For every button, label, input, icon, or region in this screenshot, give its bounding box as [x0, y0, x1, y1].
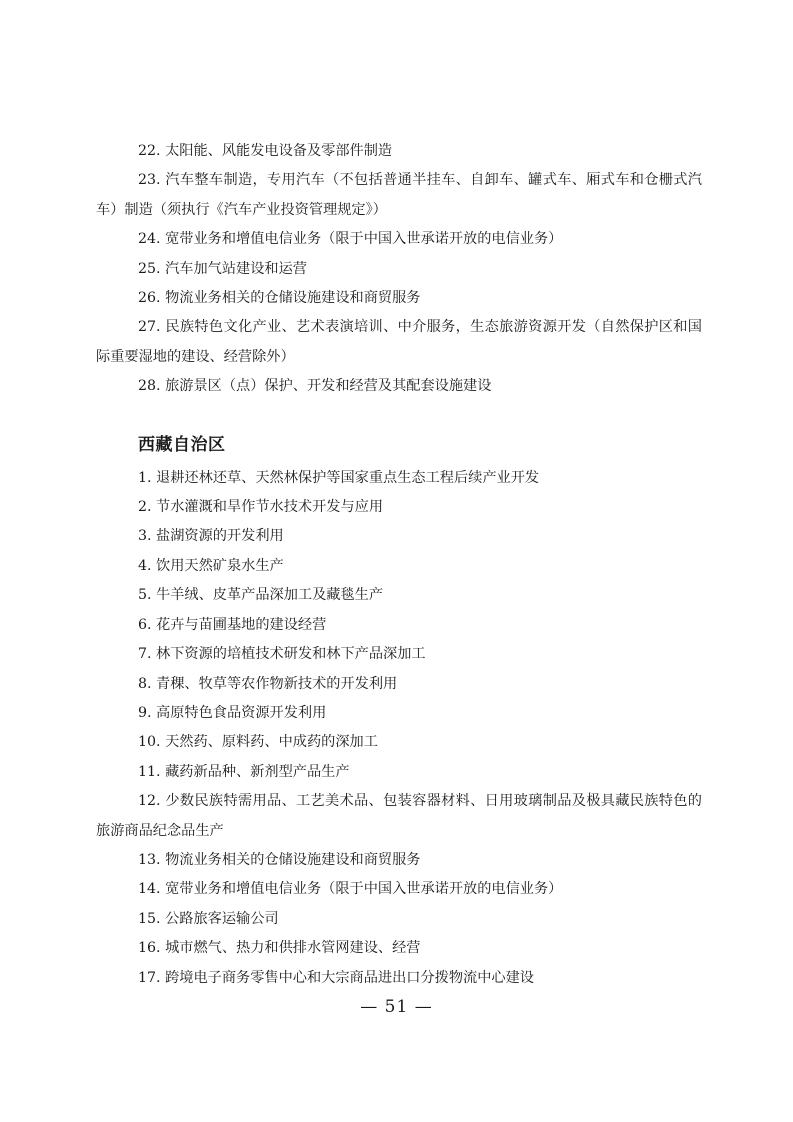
list-item: 6. 花卉与苗圃基地的建设经营 [138, 616, 327, 633]
list-item: 26. 物流业务相关的仓储设施建设和商贸服务 [138, 290, 421, 307]
list-item: 14. 宽带业务和增值电信业务（限于中国入世承诺开放的电信业务） [138, 881, 563, 898]
list-item: 4. 饮用天然矿泉水生产 [138, 557, 284, 574]
list-item: 12. 少数民族特需用品、工艺美术品、包装容器材料、日用玻璃制品及极具藏民族特色的旅游商品纪念品生产 [96, 793, 702, 839]
list-item: 25. 汽车加气站建设和运营 [138, 260, 307, 277]
list-item: 9. 高原特色食品资源开发利用 [138, 704, 327, 721]
section-heading: 西藏自治区 [138, 434, 226, 455]
list-item: 22. 太阳能、风能发电设备及零部件制造 [138, 143, 393, 159]
list-item: 8. 青稞、牧草等农作物新技术的开发利用 [138, 675, 398, 692]
list-item: 16. 城市燃气、热力和供排水管网建设、经营 [138, 940, 421, 957]
continued-list [96, 137, 702, 402]
list-item: 13. 物流业务相关的仓储设施建设和商贸服务 [138, 851, 421, 868]
tibet-list [96, 464, 702, 993]
list-item: 11. 藏药新品种、新剂型产品生产 [138, 763, 350, 780]
list-item: 28. 旅游景区（点）保护、开发和经营及其配套设施建设 [138, 378, 492, 395]
list-item: 3. 盐湖资源的开发利用 [138, 528, 284, 545]
list-item: 10. 天然药、原料药、中成药的深加工 [138, 734, 378, 751]
list-item: 23. 汽车整车制造，专用汽车（不包括普通半挂车、自卸车、罐式车、厢式车和仓栅式汽车）制造（须执行《汽车产业投资管理规定》） [96, 172, 702, 218]
page-content [96, 137, 702, 993]
list-item: 27. 民族特色文化产业、艺术表演培训、中介服务，生态旅游资源开发（自然保护区和国际重要湿地的建设、经营除外） [96, 319, 702, 365]
list-item: 2. 节水灌溉和旱作节水技术开发与应用 [138, 499, 384, 516]
list-item: 7. 林下资源的培植技术研发和林下产品深加工 [138, 646, 426, 663]
page-number: — 51 — [360, 997, 433, 1017]
list-item: 5. 牛羊绒、皮革产品深加工及藏毯生产 [138, 587, 384, 604]
list-item: 24. 宽带业务和增值电信业务（限于中国入世承诺开放的电信业务） [138, 231, 563, 248]
list-item: 1. 退耕还林还草、天然林保护等国家重点生态工程后续产业开发 [138, 469, 540, 486]
list-item: 15. 公路旅客运输公司 [138, 910, 279, 927]
list-item: 17. 跨境电子商务零售中心和大宗商品进出口分拨物流中心建设 [138, 969, 534, 986]
